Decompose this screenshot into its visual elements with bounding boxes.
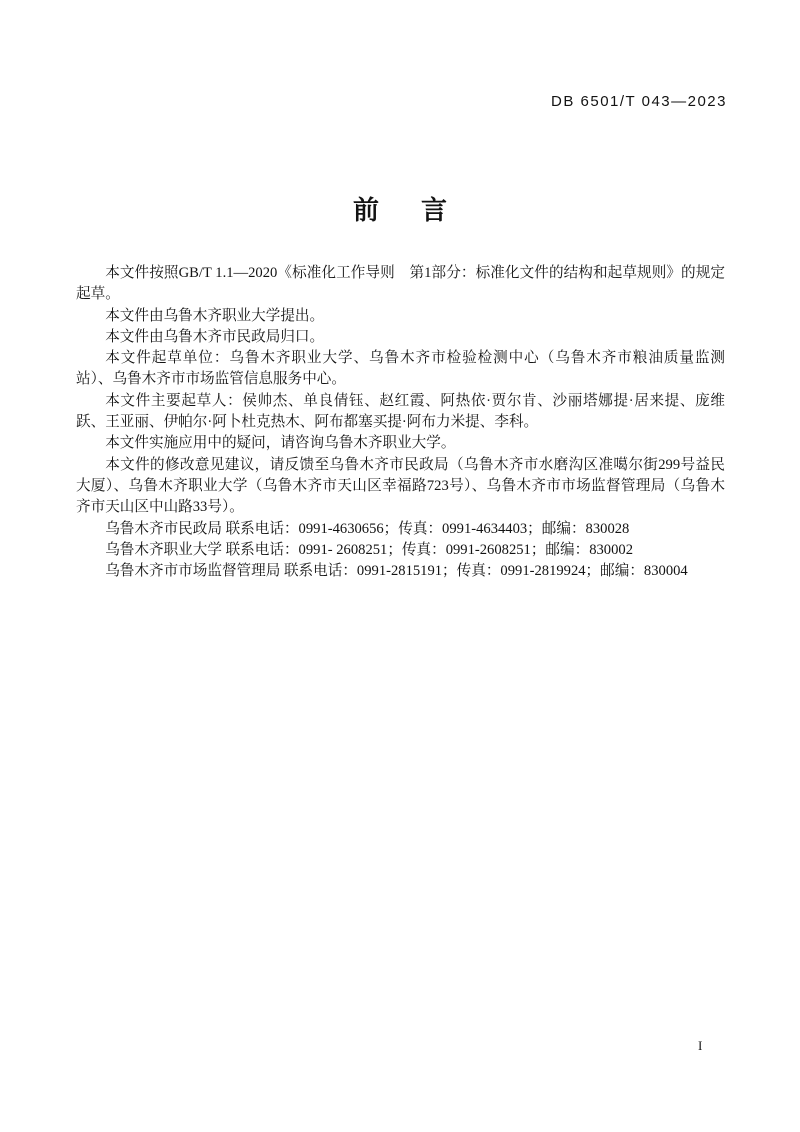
contact-line-vocational-university: 乌鲁木齐职业大学 联系电话：0991- 2608251；传真：0991-2608251；邮编：830002	[105, 541, 633, 558]
paragraph-main-drafters: 本文件主要起草人：侯帅杰、单良倩钰、赵红霞、阿热依·贾尔肯、沙丽塔娜提·居来提、庞维跃、王亚丽、伊帕尔·阿卜杜克热木、阿布都塞买提·阿布力米提、李科。	[76, 392, 725, 431]
paragraph-proposed-by: 本文件由乌鲁木齐职业大学提出。	[105, 307, 325, 324]
page-number: I	[698, 1038, 703, 1053]
document-body	[76, 263, 725, 582]
paragraph-implementation-inquiry: 本文件实施应用中的疑问，请咨询乌鲁木齐职业大学。	[105, 435, 456, 452]
paragraph-drafting-basis: 本文件按照GB/T 1.1—2020《标准化工作导则 第1部分：标准化文件的结构和起草规则》的规定起草。	[76, 265, 725, 303]
page-title: 前 言	[352, 195, 455, 225]
doc-number: DB 6501/T 043—2023	[551, 93, 727, 110]
contact-line-civil-affairs-bureau: 乌鲁木齐市民政局 联系电话：0991-4630656；传真：0991-4634403；邮编：830028	[105, 520, 630, 537]
paragraph-drafting-organizations: 本文件起草单位：乌鲁木齐职业大学、乌鲁木齐市检验检测中心（乌鲁木齐市粮油质量监测站）、乌鲁木齐市市场监管信息服务中心。	[76, 350, 725, 388]
contact-line-market-regulation-bureau: 乌鲁木齐市市场监督管理局 联系电话：0991-2815191；传真：0991-2819924；邮编：830004	[105, 563, 688, 580]
paragraph-feedback-addresses: 本文件的修改意见建议，请反馈至乌鲁木齐市民政局（乌鲁木齐市水磨沟区准噶尔街299号益民大厦）、乌鲁木齐职业大学（乌鲁木齐市天山区幸福路723号）、乌鲁木齐市市场监督管理局（乌鲁木齐市天山区中山路33号）。	[76, 456, 725, 516]
paragraph-centralized-by: 本文件由乌鲁木齐市民政局归口。	[105, 328, 325, 345]
